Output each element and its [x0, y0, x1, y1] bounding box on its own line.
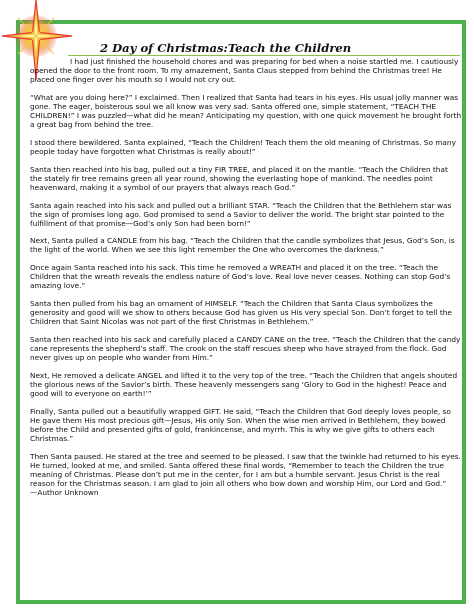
paragraph: “What are you doing here?” I exclaimed. Then I realized that Santa had tears in his eyes. His usual jolly manner was gone. The eager, boisterous soul we all know was very sad. Santa offered one, simple statement, “TEACH THE CHILDREN!” I was puzzled—what did he mean? Anticipating my question, with one quick movement he brought forth a great bag from behind the tree.	[30, 92, 462, 129]
story-body	[30, 57, 462, 497]
page-title: 2 Day of Christmas:Teach the Children	[100, 41, 352, 55]
paragraph: Then Santa paused. He stared at the tree and seemed to be pleased. I saw that the twinkle had returned to his eyes. He turned, looked at me, and smiled. Santa offered these final words, “Remember to teach the Children the true meaning of Christmas. Please don’t put me in the center, for I am but a humble servant. Jesus Christ is the real reason for the Christmas season. I am glad to join all others who bow down and worship Him, our Lord and God.”	[30, 451, 461, 488]
paragraph: Santa then reached into his sack and carefully placed a CANDY CANE on the tree. “Teach the Children that the candy cane represents the shepherd’s staff. The crook on the staff rescues sheep who have strayed from the flock. God never gives up on people who wander from Him.”	[30, 335, 461, 363]
paragraph: Next, Santa pulled a CANDLE from his bag. “Teach the Children that the candle symbolizes that Jesus, God’s Son, is the light of the world. When we see this light remember the One who overcomes the darkness.”	[30, 236, 455, 255]
paragraph: Next, He removed a delicate ANGEL and lifted it to the very top of the tree. “Teach the Children that angels shouted the glorious news of the Savior’s birth. These heavenly messengers sang ‘Glory to God in the highest! Peace and good will to everyone on earth!’”	[30, 371, 458, 399]
paragraph: Santa then pulled from his bag an ornament of HIMSELF. “Teach the Children that Santa Claus symbolizes the generosity and good will we show to others because God has given us His very special Son. Don’t forget to tell the Children that Saint Nicolas was not part of the first Christmas in Bethlehem.”	[30, 299, 452, 327]
paragraph: Finally, Santa pulled out a beautifully wrapped GIFT. He said, “Teach the Children that God deeply loves people, so He gave them His most precious gift—Jesus, His only Son. When the wise men arrived in Bethlehem, they bowed before the Child and presented gifts of gold, frankincense, and myrrh. This is why we give gifts to others each Christmas.”	[30, 406, 451, 443]
paragraph: I had just finished the household chores and was preparing for bed when a noise startled me. I cautiously opened the door to the front room. To my amazement, Santa Claus stepped from behind the Christmas tree! He placed one finger over his mouth so I would not cry out.	[30, 57, 459, 84]
paragraph: I stood there bewildered. Santa explained, “Teach the Children! Teach them the old meaning of Christmas. So many people today have forgotten what Christmas is really about!”	[30, 137, 456, 156]
title-divider	[68, 55, 460, 56]
paragraph: Once again Santa reached into his sack. This time he removed a WREATH and placed it on the tree. “Teach the Children that the wreath reveals the endless nature of God’s love. Real love never ceases. Nothing can stop God’s amazing love.”	[30, 263, 451, 291]
author-credit: —Author Unknown	[30, 487, 99, 497]
paragraph: Santa then reached into his bag, pulled out a tiny FIR TREE, and placed it on the mantle. “Teach the Children that the stately fir tree remains green all year round, showing the everlasting hope of mankind. The needles point heavenward, making it a symbol of our prayers that always reach God.”	[30, 164, 448, 192]
paragraph: Santa again reached into his sack and pulled out a brilliant STAR. “Teach the Children that the Bethlehem star was the sign of promises long ago. God promised to send a Savior to deliver the world. The bright star pointed to the fulfillment of that promise—God’s only Son had been born!”	[30, 200, 452, 228]
